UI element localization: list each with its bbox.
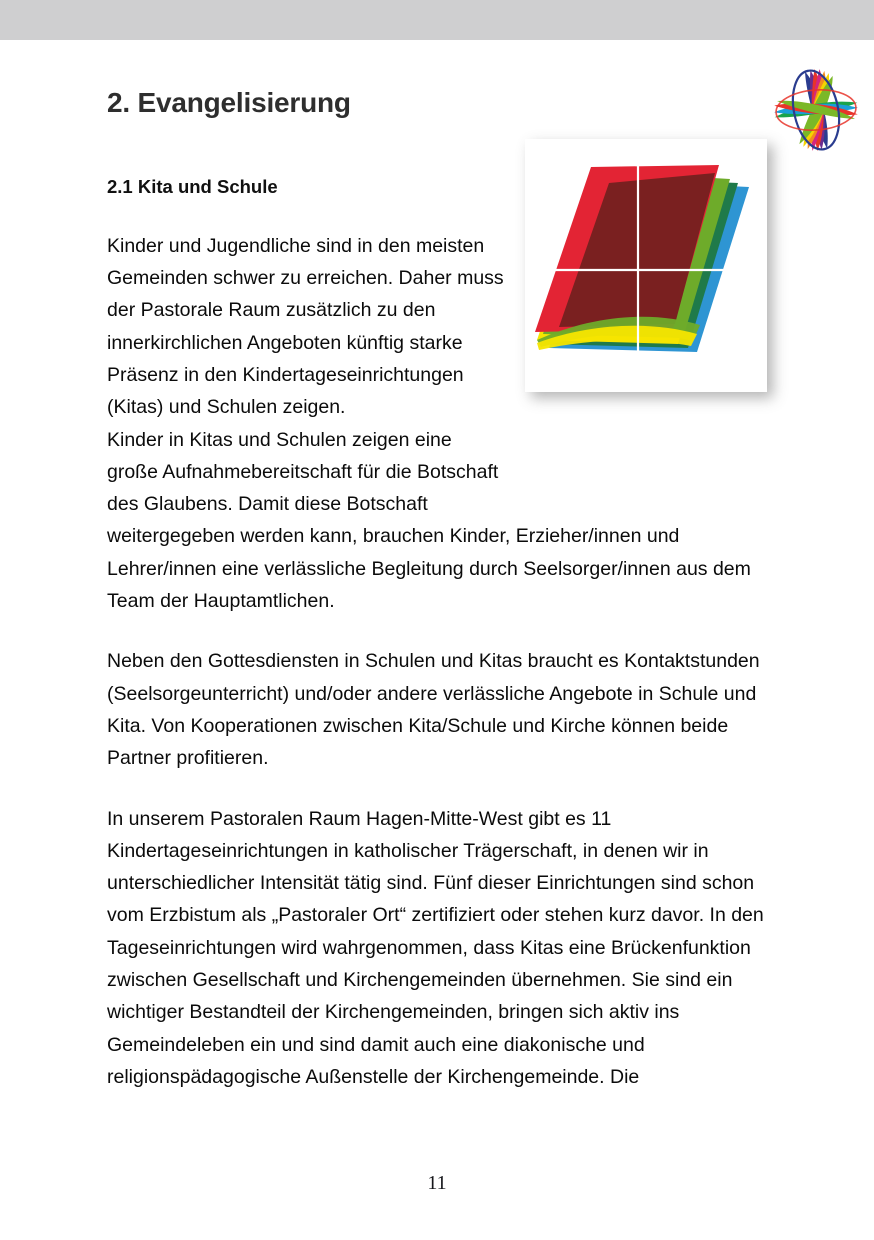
chapter-title: 2. Evangelisierung [107, 87, 351, 118]
colorful-arcs-logo [768, 62, 864, 158]
figure-text-wrap-spacer [505, 230, 767, 502]
paragraph-1: Kinder und Jugendliche sind in den meisten Gemeinden schwer zu erreichen. Daher muss der Pastorale Raum zusätzlich zu den innerkirchlichen Angeboten künftig starke Präsenz in den Kindertageseinrichtungen (Kitas) und Schulen zeigen. [107, 234, 504, 419]
paragraph-4: In unserem Pastoralen Raum Hagen-Mitte-West gibt es 11 Kindertageseinrichtungen in katholischer Trägerschaft, in denen wir in unterschiedlicher Intensität tätig sind. Fünf dieser Einrichtungen sind schon vom Erzbistum als „Pastoraler Ort“ zertifiziert oder stehen kurz davor. In den Tageseinrichtungen wird wahrgenommen, dass Kitas eine Brückenfunktion zwischen Gesellschaft und Kirchengemeinden übernehmen. Sie sind ein wichtiger Bestandteil der Kirchengemeinden, bringen sich aktiv ins Gemeindeleben ein und sind damit auch eine diakonische und religionspädagogische Außenstelle der Kirchengemeinde. Die [107, 807, 764, 1088]
section-title: 2.1 Kita und Schule [107, 175, 278, 197]
top-gray-band [0, 0, 874, 40]
paragraph-3: Neben den Gottesdiensten in Schulen und Kitas braucht es Kontaktstunden (Seelsorgeunterricht) und/oder andere verlässliche Angebote in Schule und Kita. Von Kooperationen zwischen Kita/Schule und Kirche können beide Partner profitieren. [107, 650, 760, 770]
paragraph-2: Kinder in Kitas und Schulen zeigen eine große Aufnahmebereitschaft für die Botschaft des Glaubens. Damit diese Botschaft weitergegeben werden kann, brauchen Kinder, Erzieher/innen und Lehrer/innen eine verlässliche Begleitung durch Seelsorger/innen aus dem Team der Hauptamtlichen. [107, 428, 751, 613]
page-number: 11 [427, 1172, 447, 1194]
page-content [107, 86, 767, 1093]
